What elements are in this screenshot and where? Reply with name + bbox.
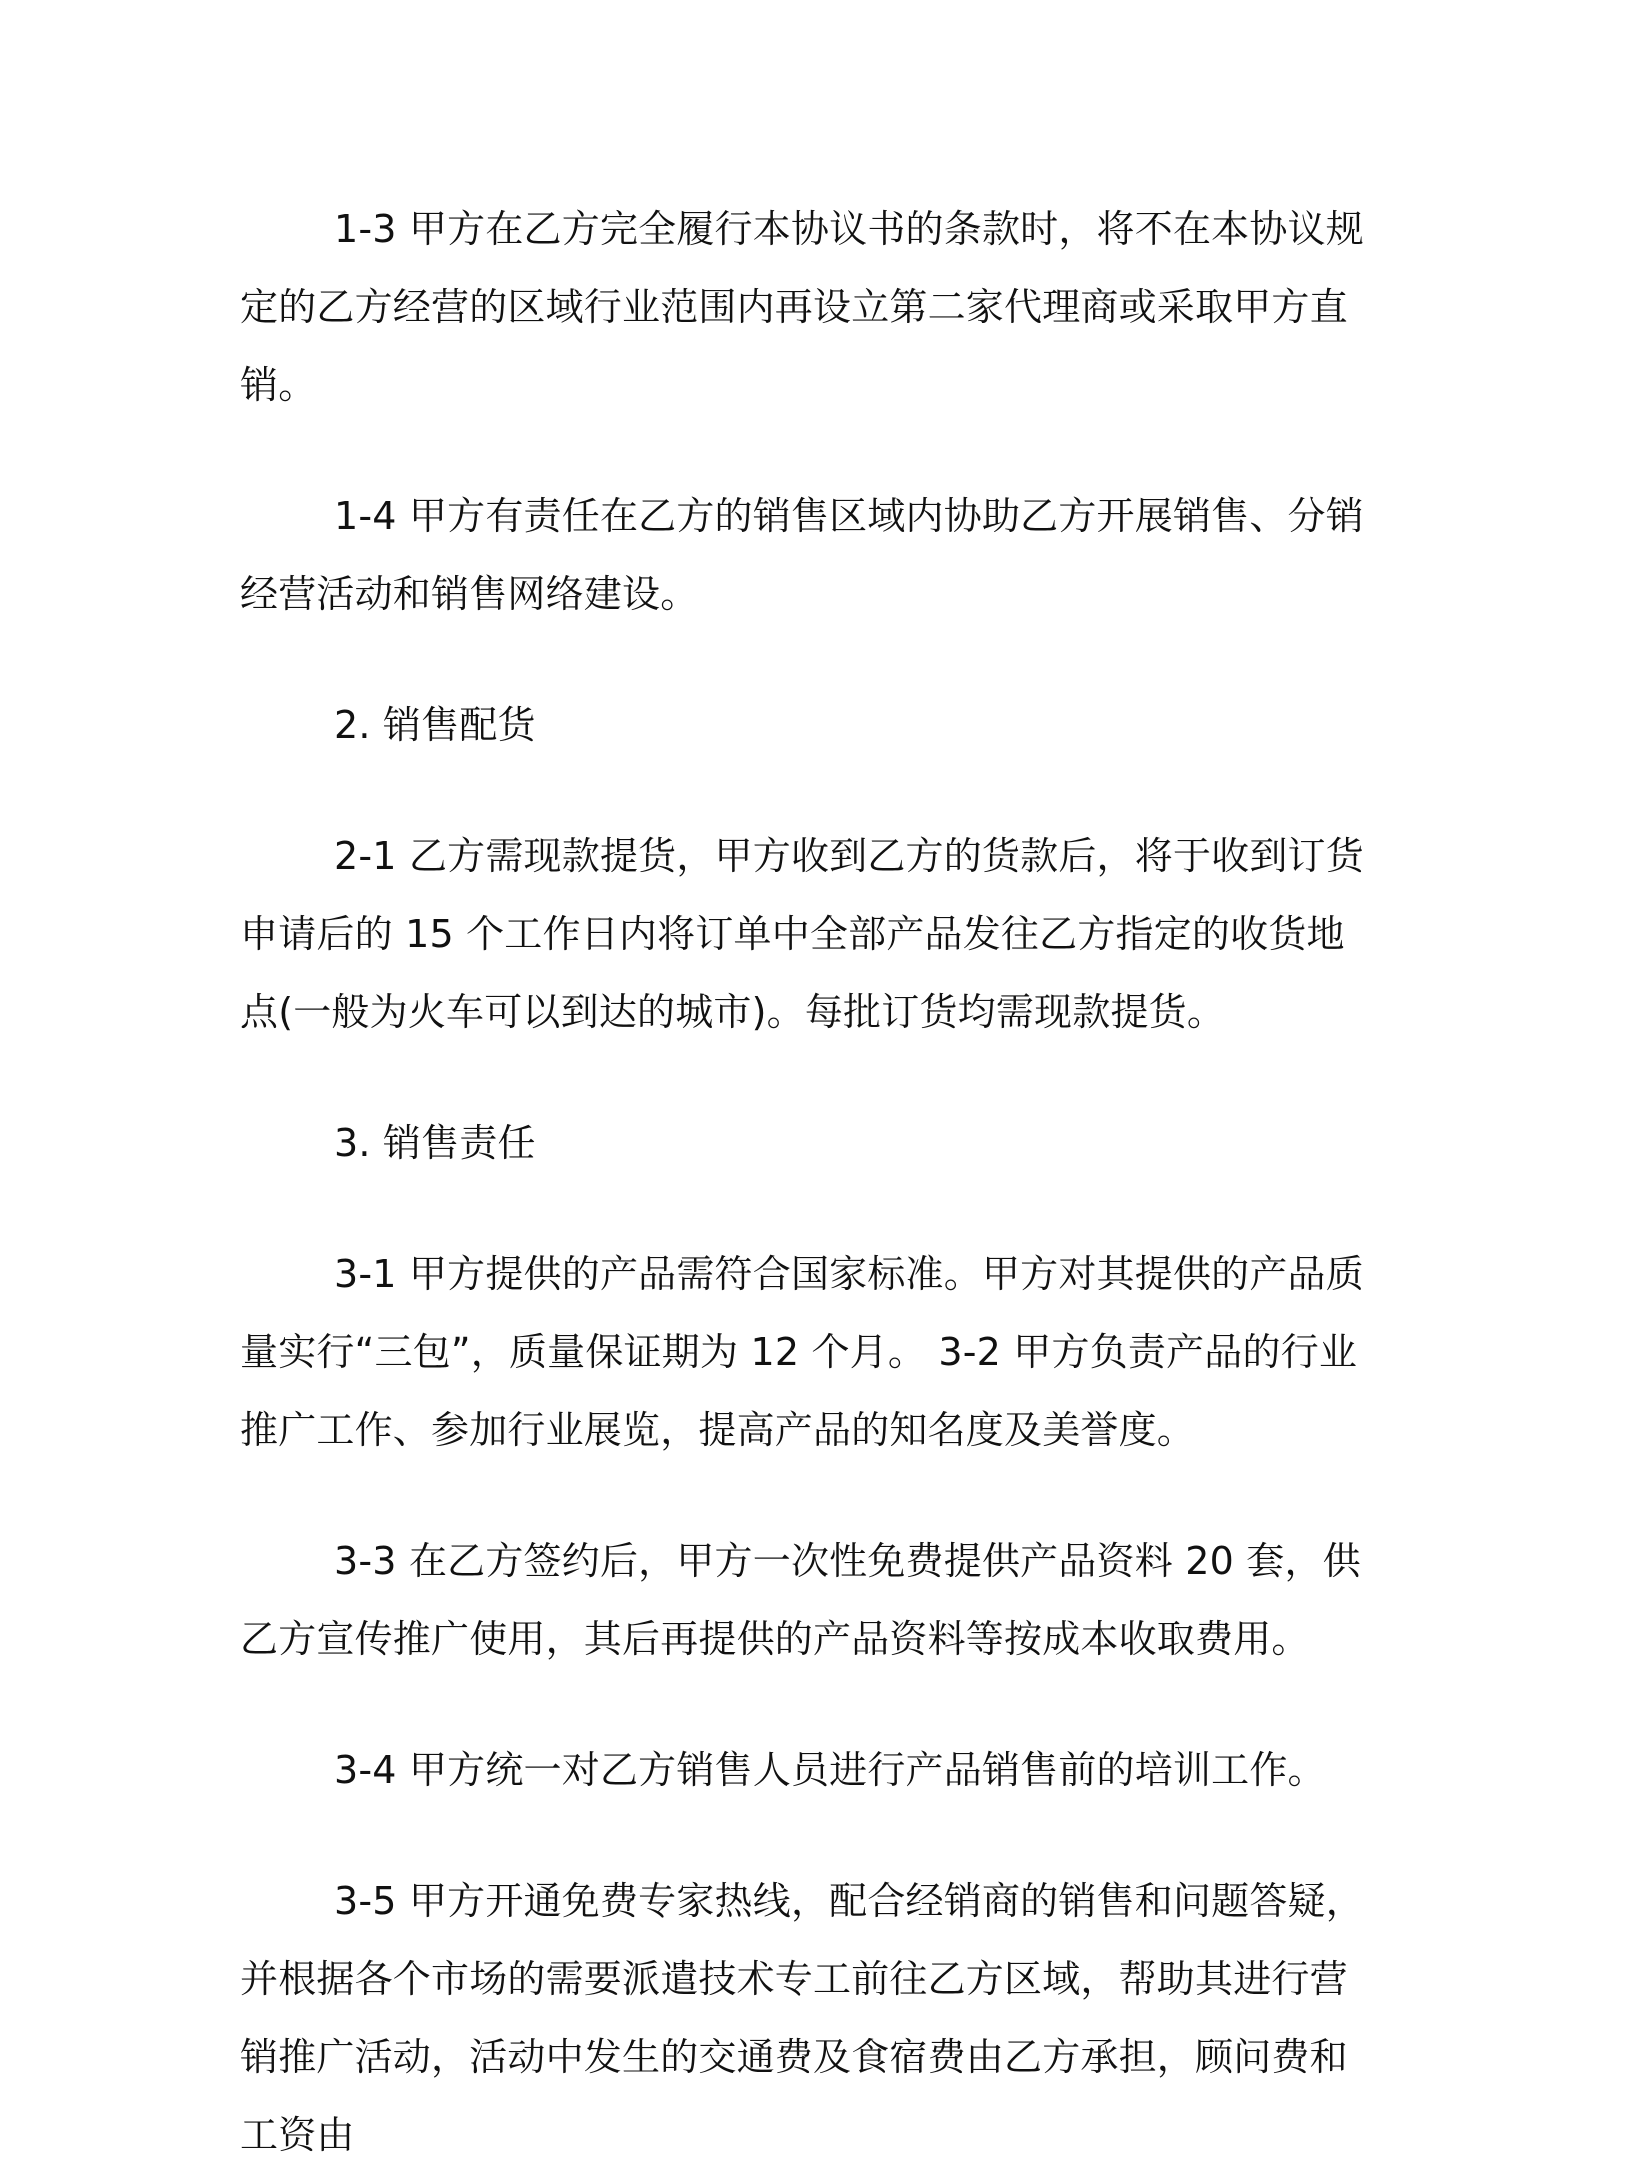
clause-3-4: 3-4 甲方统一对乙方销售人员进行产品销售前的培训工作。 [334, 1748, 1326, 1792]
clause-1-3: 1-3 甲方在乙方完全履行本协议书的条款时，将不在本协议规定的乙方经营的区域行业范围内再设立第二家代理商或采取甲方直销。 [240, 207, 1364, 407]
section-heading-sales-allocation: 2. 销售配货 [334, 703, 536, 747]
clause-3-1-3-2: 3-1 甲方提供的产品需符合国家标准。甲方对其提供的产品质量实行“三包”，质量保证期为 12 个月。 3-2 甲方负责产品的行业推广工作、参加行业展览，提高产品的知名度及美誉度。 [240, 1252, 1364, 1452]
clause-3-5: 3-5 甲方开通免费专家热线，配合经销商的销售和问题答疑，并根据各个市场的需要派遣技术专工前往乙方区域，帮助其进行营销推广活动，活动中发生的交通费及食宿费由乙方承担，顾问费和工资由 [240, 1879, 1364, 2157]
document-body [240, 190, 1380, 2174]
section-heading-sales-responsibility: 3. 销售责任 [334, 1121, 536, 1165]
clause-3-3: 3-3 在乙方签约后，甲方一次性免费提供产品资料 20 套，供乙方宣传推广使用，其后再提供的产品资料等按成本收取费用。 [240, 1539, 1361, 1661]
clause-2-1: 2-1 乙方需现款提货，甲方收到乙方的货款后，将于收到订货申请后的 15 个工作日内将订单中全部产品发往乙方指定的收货地点(一般为火车可以到达的城市)。每批订货均需现款提货。 [240, 834, 1364, 1034]
clause-1-4: 1-4 甲方有责任在乙方的销售区域内协助乙方开展销售、分销经营活动和销售网络建设。 [240, 494, 1364, 616]
